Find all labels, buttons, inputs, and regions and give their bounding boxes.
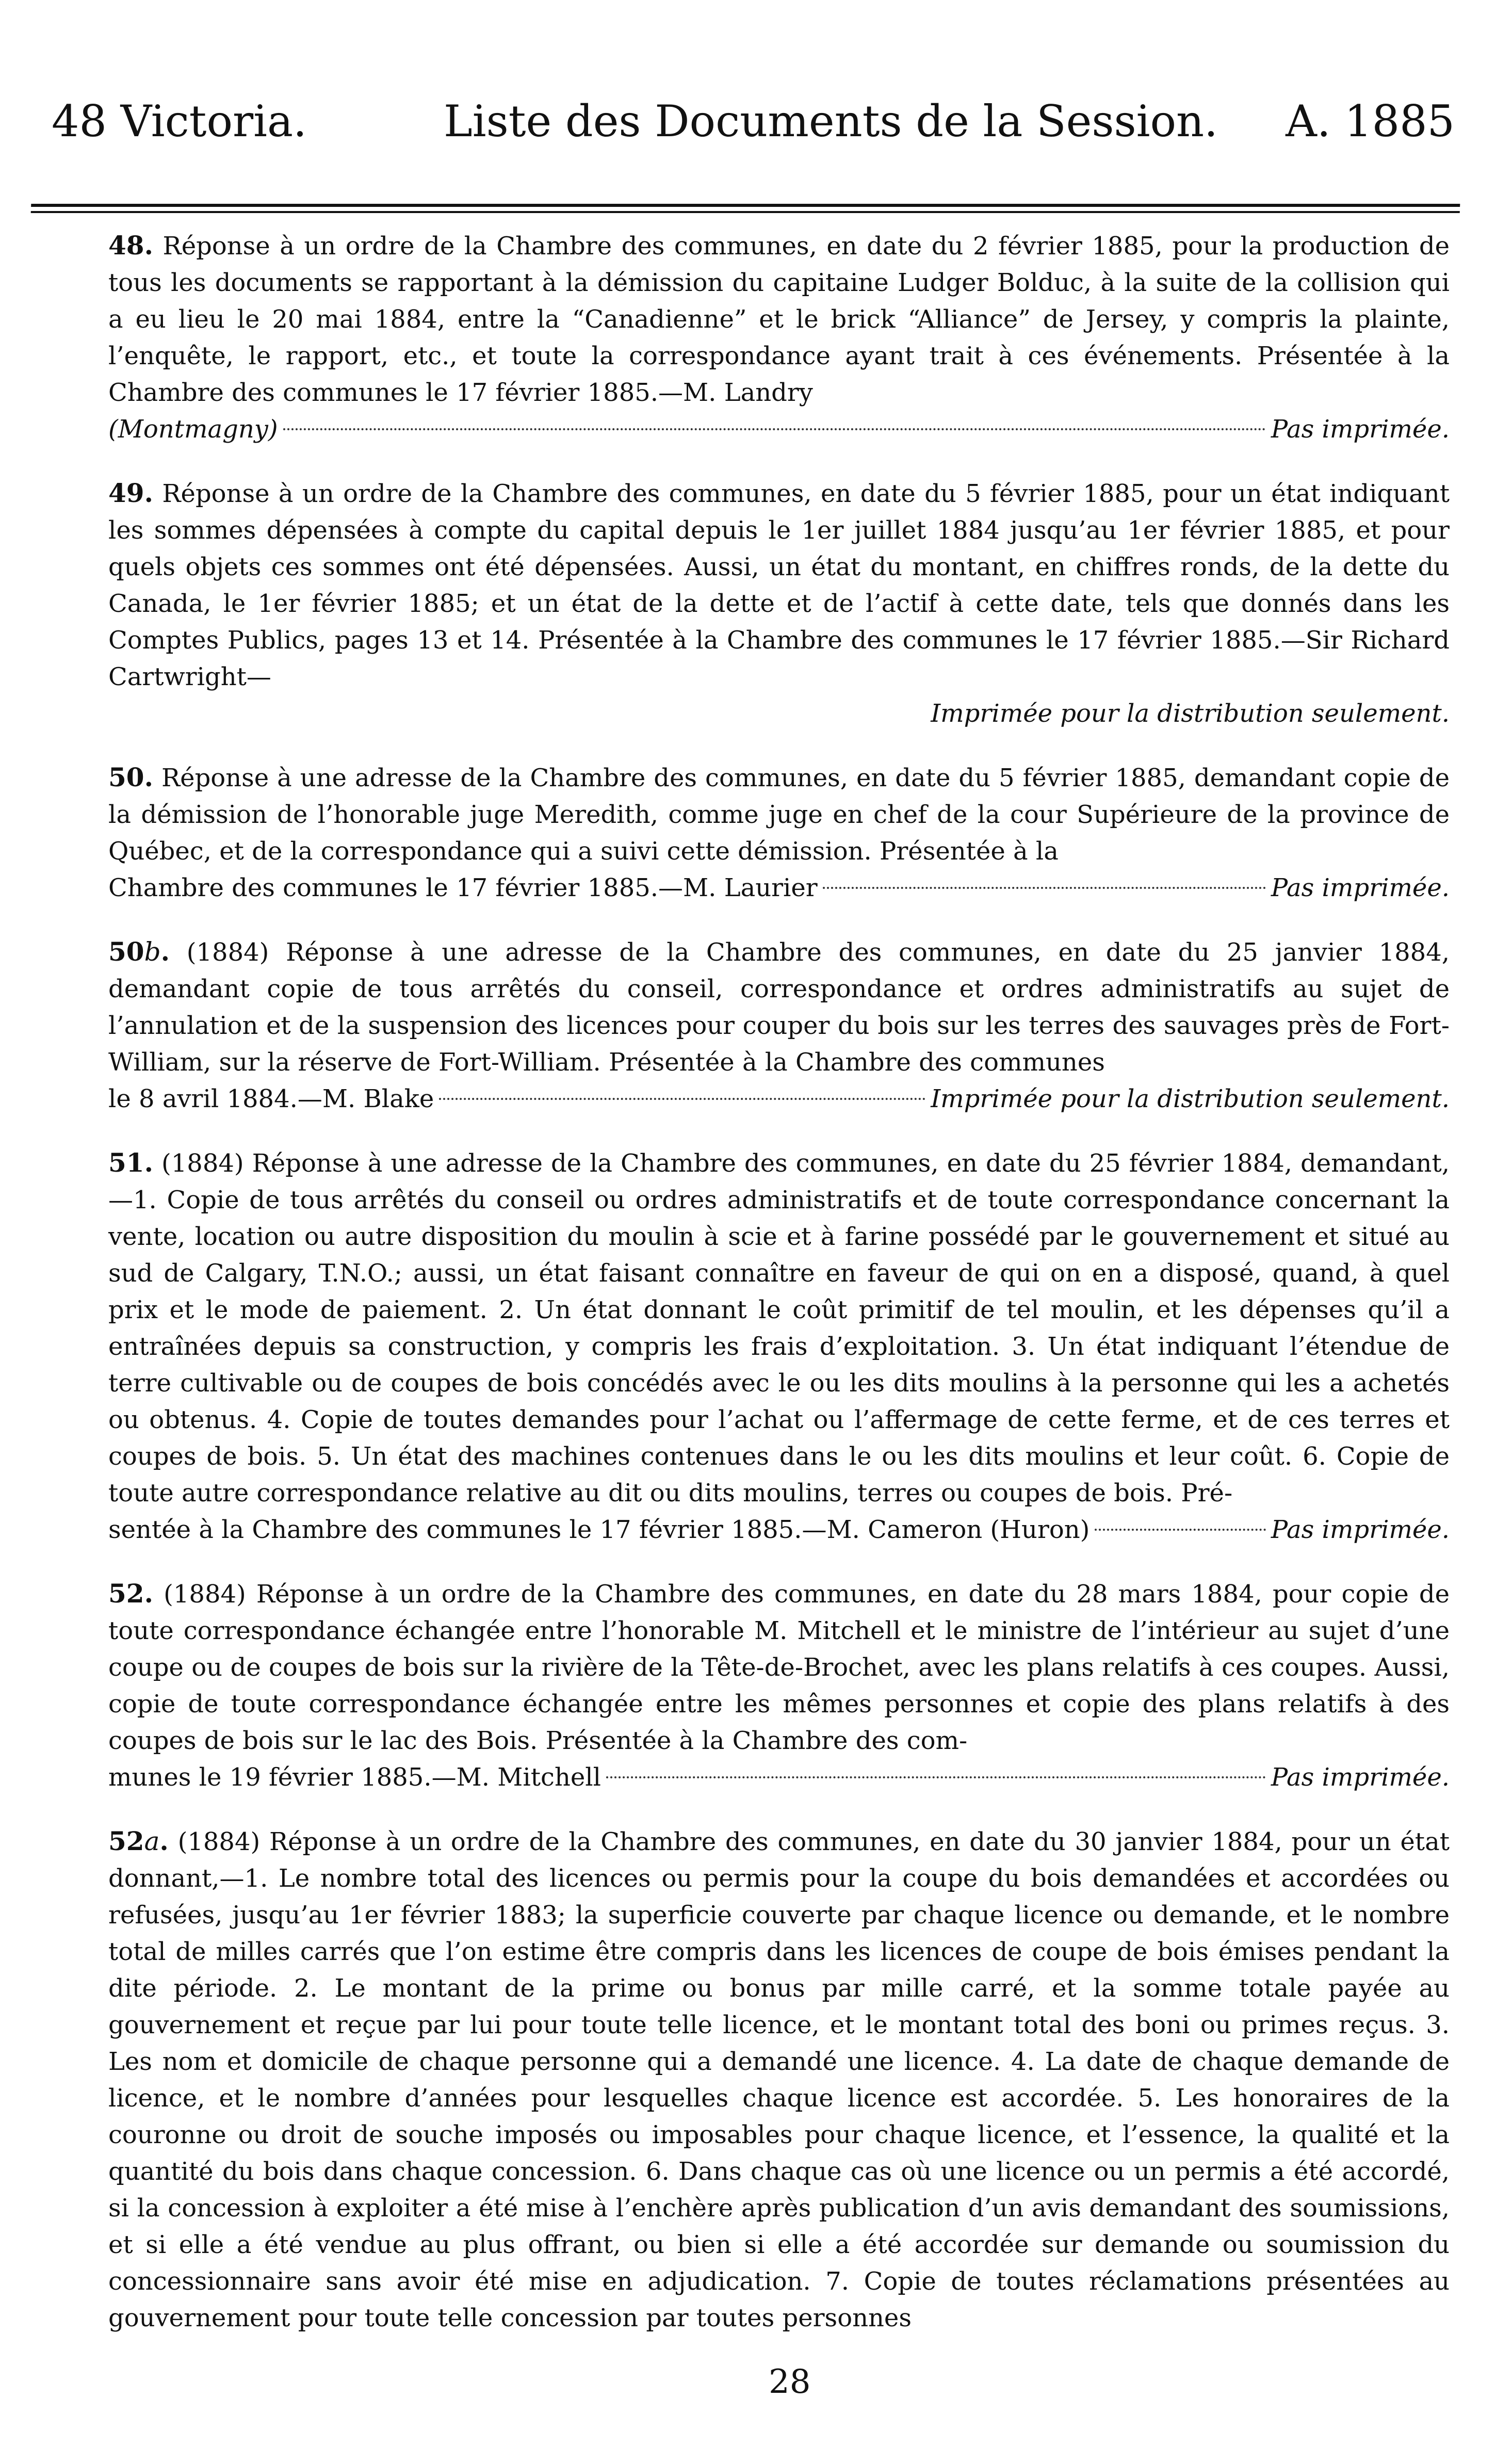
entry-51 (108, 1144, 1450, 1548)
entry-tail (108, 1081, 1450, 1117)
entry-tail (108, 1512, 1450, 1548)
entry-tail-left: le 8 avril 1884.—M. Blake (108, 1084, 434, 1113)
entry-number: 52. (108, 1578, 154, 1609)
dot-leader (1095, 1529, 1266, 1531)
entry-50 (108, 759, 1450, 906)
entry-52 (108, 1575, 1450, 1796)
entry-text: Réponse à une adresse de la Chambre des communes, en date du 5 février 1885, demandant copie de la démission de l’honorable juge Meredith, comme juge en chef de la cour Supérieure de la province de Québec, et de la correspondance qui a suivi cette démission. Présentée à la (108, 764, 1450, 866)
entry-tail-left: Chambre des communes le 17 février 1885.—M. Laurier (108, 873, 818, 902)
entry-50b (108, 933, 1450, 1117)
entry-49 (108, 475, 1450, 732)
entry-number: 50. (108, 762, 154, 792)
header-left: 48 Victoria. (52, 96, 307, 147)
header-rule (31, 204, 1460, 213)
entry-tail-left: sentée à la Chambre des communes le 17 février 1885.—M. Cameron (Huron) (108, 1515, 1090, 1544)
page-header (52, 77, 1455, 165)
entry-text: (1884) Réponse à une adresse de la Chambre des communes, en date du 25 janvier 1884, demandant copie de tous arrêtés du conseil, correspondance et ordres administratifs au sujet de l’annulation et de la suspension des licences pour couper du bois sur les terres des sauvages près de Fort-William, sur la réserve de Fort-William. Présentée à la Chambre des communes (108, 938, 1450, 1077)
entry-text: (1884) Réponse à un ordre de la Chambre des communes, en date du 28 mars 1884, pour copie de toute correspondance échangée entre l’honorable M. Mitchell et le ministre de l’intérieur au sujet d’une coupe ou de coupes de bois sur la rivière de la Tête-de-Brochet, avec les plans relatifs à ces coupes. Aussi, copie de toute correspondance échangée entre les mêmes personnes et copie des plans relatifs à des coupes de bois sur le lac des Bois. Présentée à la Chambre des com- (108, 1580, 1450, 1755)
page-number: 28 (769, 2363, 811, 2401)
entry-number: 50b. (108, 936, 170, 967)
entry-number: 49. (108, 478, 154, 508)
entry-number: 48. (108, 230, 154, 261)
entry-text: (1884) Réponse à un ordre de la Chambre des communes, en date du 30 janvier 1884, pour un état donnant,—1. Le nombre total des licences ou permis pour la coupe du bois demandées et accordées ou refusées, jusqu’au 1er février 1883; la superficie couverte par chaque licence ou demande, et le nombre total de milles carrés que l’on estime être compris dans les licences de coupe de bois émises pendant la dite période. 2. Le montant de la prime ou bonus par mille carré, et la somme totale payée au gouvernement et reçue par lui pour toute telle licence, et le montant total des boni ou primes reçus. 3. Les nom et domicile de chaque personne qui a demandé une licence. 4. La date de chaque demande de licence, et le nombre d’années pour lesquelles chaque licence est accordée. 5. Les honoraires de la couronne ou droit de souche imposés ou imposables pour chaque licence, et l’essence, la qualité et la quantité du bois dans chaque concession. 6. Dans chaque cas où une licence ou un permis a été accordé, si la concession à exploiter a été mise à l’enchère après publication d’un avis demandant des soumissions, et si elle a été vendue au plus offrant, ou bien si elle a été accordée sur demande ou soumission du concessionnaire sans avoir été mise en adjudication. 7. Copie de toutes réclamations présentées au gouvernement pour toute telle concession par toutes personnes (108, 1827, 1450, 2332)
entry-status: Pas imprimée. (1271, 873, 1450, 902)
entry-text: Réponse à un ordre de la Chambre des communes, en date du 5 février 1885, pour un état indiquant les sommes dépensées à compte du capital depuis le 1er juillet 1884 jusqu’au 1er février 1885, et pour quels objets ces sommes ont été dépensées. Aussi, un état du montant, en chiffres ronds, de la dette du Canada, le 1er février 1885; et un état de la dette et de l’actif à cette date, tels que donnés dans les Comptes Publics, pages 13 et 14. Présentée à la Chambre des communes le 17 février 1885.—Sir Richard Cartwright— (108, 479, 1450, 691)
entry-status: Pas imprimée. (1271, 415, 1450, 444)
entry-48 (108, 227, 1450, 448)
entry-tail (108, 870, 1450, 906)
dot-leader (606, 1776, 1266, 1778)
entry-status: Pas imprimée. (1271, 1515, 1450, 1544)
document-body (108, 227, 1450, 2363)
entry-status: Imprimée pour la distribution seulement. (931, 1084, 1450, 1113)
entry-status: Imprimée pour la distribution seulement. (931, 699, 1450, 728)
entry-52a (108, 1823, 1450, 2337)
entry-tail (108, 411, 1450, 448)
entry-text: (1884) Réponse à une adresse de la Chambre des communes, en date du 25 février 1884, demandant,—1. Copie de tous arrêtés du conseil ou ordres administratifs et de toute correspondance concernant la vente, location ou autre disposition du moulin à scie et à farine possédé par le gouvernement et situé au sud de Calgary, T.N.O.; aussi, un état faisant connaître en faveur de qui on en a disposé, quand, à quel prix et le mode de paiement. 2. Un état donnant le coût primitif de tel moulin, et les dépenses qu’il a entraînées depuis sa construction, y compris les frais d’exploitation. 3. Un état indiquant l’étendue de terre cultivable ou de coupes de bois concédés avec le ou les dits moulins à la personne qui les a achetés ou obtenus. 4. Copie de toutes demandes pour l’achat ou l’affermage de cette ferme, et de ces terres et coupes de bois. 5. Un état des machines contenues dans le ou les dits moulins et leur coût. 6. Copie de toute autre correspondance relative au dit ou dits moulins, terres ou coupes de bois. Pré- (108, 1149, 1450, 1508)
entry-status: Pas imprimée. (1271, 1763, 1450, 1792)
entry-tail-left: (Montmagny) (108, 415, 278, 444)
entry-tail (108, 1759, 1450, 1796)
header-right: A. 1885 (1286, 96, 1455, 147)
dot-leader (439, 1098, 925, 1100)
entry-tail-left: munes le 19 février 1885.—M. Mitchell (108, 1763, 601, 1792)
header-title: Liste des Documents de la Session. (444, 96, 1218, 147)
entry-text: Réponse à un ordre de la Chambre des communes, en date du 2 février 1885, pour la production de tous les documents se rapportant à la démission du capitaine Ludger Bolduc, à la suite de la collision qui a eu lieu le 20 mai 1884, entre la “Canadienne” et le brick “Alliance” de Jersey, y compris la plainte, l’enquête, le rapport, etc., et toute la correspondance ayant trait à ces événements. Présentée à la Chambre des communes le 17 février 1885.—M. Landry (108, 232, 1450, 407)
entry-number: 51. (108, 1147, 154, 1178)
dot-leader (823, 887, 1266, 889)
entry-number: 52a. (108, 1826, 169, 1856)
dot-leader (283, 428, 1266, 430)
